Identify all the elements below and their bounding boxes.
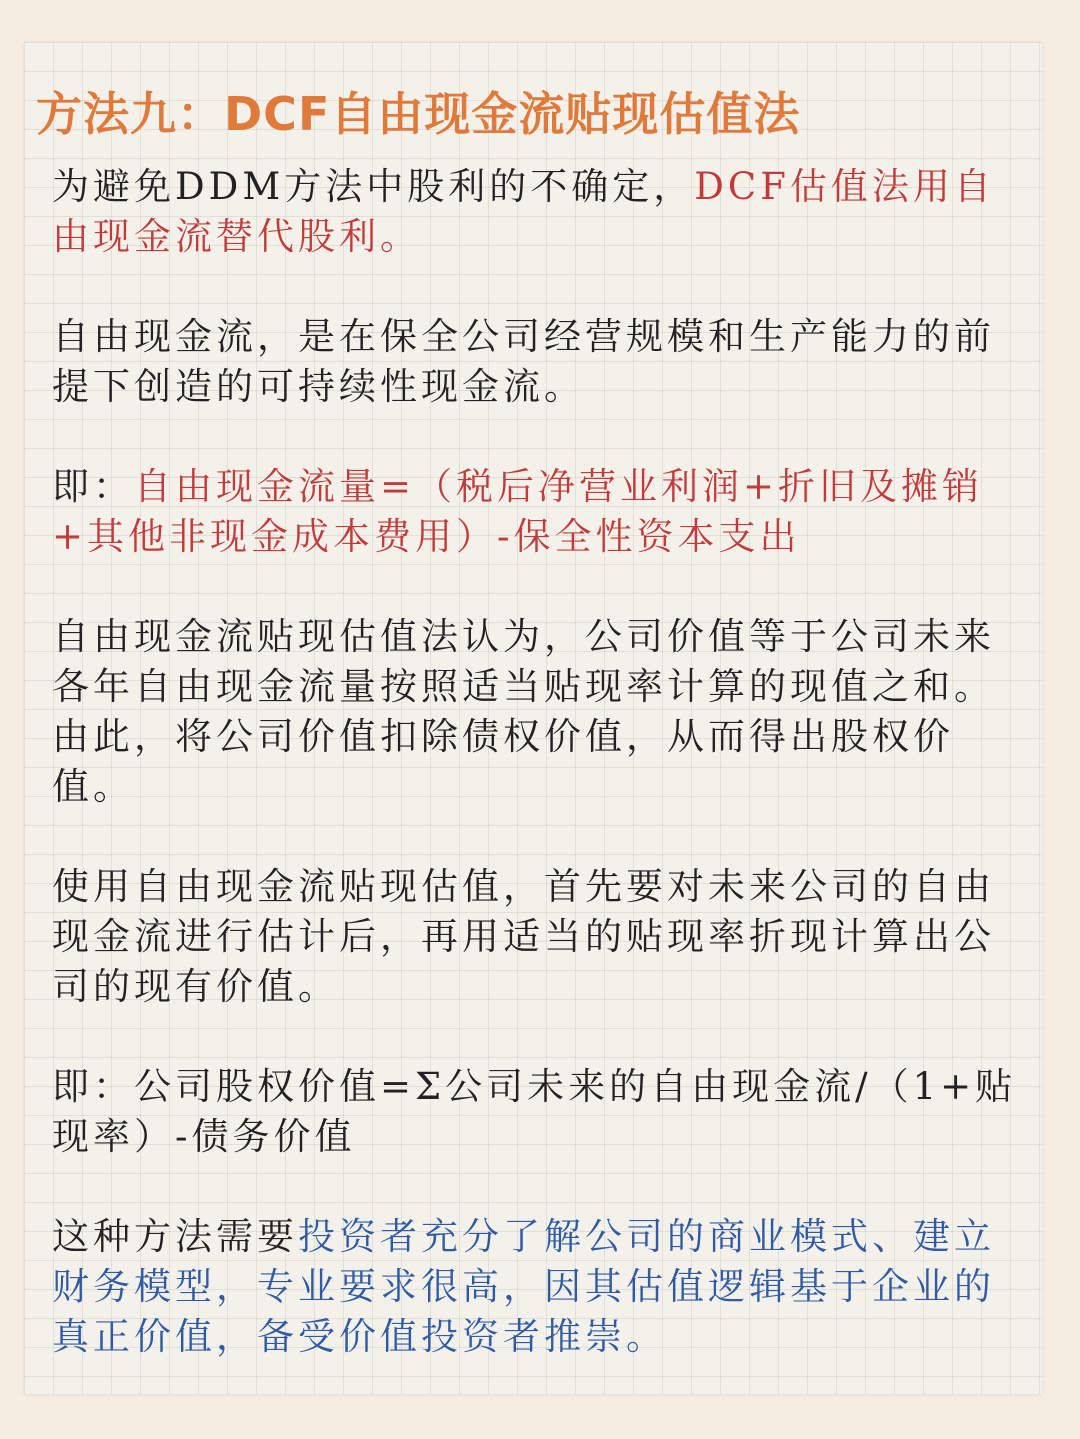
paragraph-usage: 使用自由现金流贴现估值，首先要对未来公司的自由现金流进行估计后，再用适当的贴现率折现计算出公司的现有价值。 <box>52 865 995 1008</box>
intro-text: 为避免DDM方法中股利的不确定， <box>52 165 695 208</box>
paragraph-definition: 自由现金流，是在保全公司经营规模和生产能力的前提下创造的可持续性现金流。 <box>52 315 995 408</box>
intro-highlight: DCF估值法用自由现金流替代股利。 <box>52 165 995 258</box>
paragraph-formula-equity: 即：公司股权价值=Σ公司未来的自由现金流/（1+贴现率）-债务价值 <box>52 1065 1017 1158</box>
conclusion-highlight: 投资者充分了解公司的商业模式、建立财务模型，专业要求很高，因其估值逻辑基于企业的真正价值，备受价值投资者推崇。 <box>52 1215 995 1358</box>
page-title: 方法九：DCF自由现金流贴现估值法 <box>36 87 801 141</box>
article-body <box>52 162 1022 1412</box>
paragraph-formula-fcf <box>52 462 1022 562</box>
paragraph-conclusion <box>52 1212 1022 1362</box>
paragraph-intro <box>52 162 1022 262</box>
formula-fcf-text: 自由现金流量=（税后净营业利润+折旧及摊销+其他非现金成本费用）-保全性资本支出 <box>52 465 984 558</box>
conclusion-text: 这种方法需要 <box>52 1215 298 1258</box>
paragraph-method-view: 自由现金流贴现估值法认为，公司价值等于公司未来各年自由现金流量按照适当贴现率计算的现值之和。由此，将公司价值扣除债权价值，从而得出股权价值。 <box>52 615 995 808</box>
formula-prefix: 即： <box>52 465 134 508</box>
